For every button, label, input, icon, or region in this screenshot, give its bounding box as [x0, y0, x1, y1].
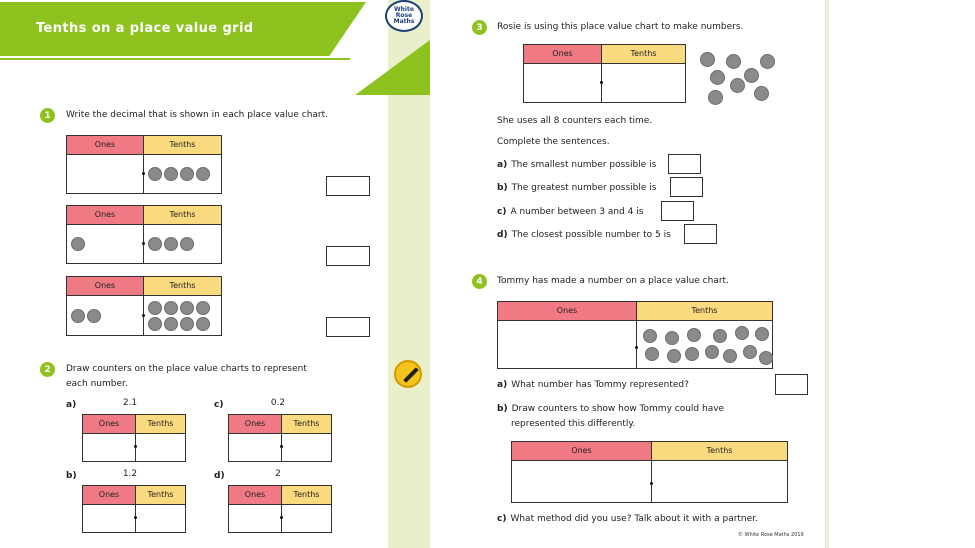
decimal-point — [142, 172, 145, 175]
q4c-text: What method did you use? Talk about it with a partner. — [510, 514, 758, 524]
counter — [755, 327, 769, 341]
tenths-header: Tenths — [652, 442, 787, 461]
ones-header: Ones — [524, 45, 601, 64]
q2a-chart[interactable] — [82, 414, 186, 462]
ones-cell[interactable] — [229, 434, 281, 461]
decimal-point — [134, 445, 137, 448]
q3-counters — [700, 50, 780, 110]
q3-line2: Complete the sentences. — [497, 137, 610, 147]
q3c-row — [497, 206, 643, 218]
q4b-row — [497, 403, 724, 415]
ones-header: Ones — [67, 136, 143, 155]
q2d-chart[interactable] — [228, 485, 332, 533]
counter — [180, 167, 194, 181]
counter — [87, 309, 101, 323]
q3d-row — [497, 229, 671, 241]
q4-chart — [497, 301, 773, 369]
q3-line1: She uses all 8 counters each time. — [497, 116, 653, 126]
tenths-header: Tenths — [136, 486, 185, 505]
tenths-header: Tenths — [282, 415, 331, 434]
q1-chart-1 — [66, 135, 222, 194]
counter — [196, 167, 210, 181]
counter — [71, 237, 85, 251]
pencil-icon — [394, 360, 422, 388]
decimal-point — [142, 242, 145, 245]
counter — [667, 349, 681, 363]
white-rose-logo — [385, 0, 423, 32]
q2c-letter: c) — [214, 400, 224, 410]
counter — [196, 317, 210, 331]
q2d-letter: d) — [214, 471, 225, 481]
tenths-header: Tenths — [602, 45, 685, 64]
counter — [148, 301, 162, 315]
ones-cell[interactable] — [83, 434, 135, 461]
counter — [71, 309, 85, 323]
q3d-answer[interactable] — [684, 224, 717, 244]
q3-chart — [523, 44, 686, 103]
q1-answer-2[interactable] — [326, 246, 370, 266]
q4b-letter: b) — [497, 404, 508, 414]
q4c-row — [497, 513, 758, 525]
ones-header: Ones — [83, 486, 135, 505]
counter — [713, 329, 727, 343]
ones-cell — [498, 321, 636, 368]
tenths-cell — [637, 321, 772, 368]
counter — [685, 347, 699, 361]
counter — [705, 345, 719, 359]
counter — [180, 301, 194, 315]
ones-cell[interactable] — [512, 461, 651, 502]
counter — [665, 331, 679, 345]
tenths-cell — [144, 296, 221, 335]
q3a-text: The smallest number possible is — [511, 160, 657, 170]
decimal-point — [280, 445, 283, 448]
tenths-cell — [602, 64, 685, 102]
counter — [164, 237, 178, 251]
tenths-header: Tenths — [136, 415, 185, 434]
tenths-cell — [144, 155, 221, 193]
tenths-cell[interactable] — [282, 505, 331, 532]
logo-line-1: White — [394, 6, 414, 13]
q1-answer-3[interactable] — [326, 317, 370, 337]
tenths-cell[interactable] — [136, 434, 185, 461]
counter — [164, 301, 178, 315]
decimal-point — [280, 516, 283, 519]
q3d-letter: d) — [497, 230, 508, 240]
q3b-text: The greatest number possible is — [511, 183, 657, 193]
counter — [759, 351, 773, 365]
q3c-letter: c) — [497, 207, 507, 217]
counter — [164, 317, 178, 331]
q2-text-line2: each number. — [66, 379, 128, 389]
q1-answer-1[interactable] — [326, 176, 370, 196]
q4a-text: What number has Tommy represented? — [511, 380, 689, 390]
ones-header: Ones — [67, 206, 143, 225]
ones-cell[interactable] — [229, 505, 281, 532]
counter — [687, 328, 701, 342]
decimal-point — [142, 314, 145, 317]
q3c-answer[interactable] — [661, 201, 694, 221]
q2b-value: 1.2 — [122, 469, 138, 479]
tenths-header: Tenths — [144, 206, 221, 225]
ones-header: Ones — [67, 277, 143, 296]
q4b-line2: represented this differently. — [511, 419, 636, 429]
ones-header: Ones — [229, 486, 281, 505]
counter — [148, 237, 162, 251]
q4a-row — [497, 379, 689, 391]
q3b-letter: b) — [497, 183, 508, 193]
q2c-value: 0.2 — [270, 398, 286, 408]
counter — [743, 345, 757, 359]
q3a-row — [497, 159, 656, 171]
ones-header: Ones — [83, 415, 135, 434]
tenths-cell[interactable] — [282, 434, 331, 461]
left-page — [0, 0, 430, 548]
page-title: Tenths on a place value grid — [36, 21, 254, 36]
counter — [726, 54, 741, 69]
q4c-letter: c) — [497, 514, 507, 524]
decimal-point — [635, 346, 638, 349]
counter — [164, 167, 178, 181]
tenths-column — [636, 302, 772, 368]
counter — [645, 347, 659, 361]
q3c-text: A number between 3 and 4 is — [510, 207, 644, 217]
copyright: © White Rose Maths 2019 — [738, 532, 804, 538]
counter — [180, 237, 194, 251]
q4b-chart[interactable] — [511, 441, 788, 503]
tenths-header: Tenths — [282, 486, 331, 505]
q1-chart-2 — [66, 205, 222, 264]
ones-cell — [524, 64, 601, 102]
tenths-header: Tenths — [637, 302, 772, 321]
counter — [730, 78, 745, 93]
q1-chart-3 — [66, 276, 222, 336]
ones-header: Ones — [512, 442, 651, 461]
q1-number: 1 — [40, 108, 55, 123]
ones-header: Ones — [498, 302, 636, 321]
counter — [643, 329, 657, 343]
q3a-letter: a) — [497, 160, 508, 170]
banner-underline — [0, 58, 350, 60]
ones-header: Ones — [229, 415, 281, 434]
ones-cell — [67, 155, 143, 193]
q2-text-line1: Draw counters on the place value charts to represent — [66, 364, 307, 374]
q4b-line1: Draw counters to show how Tommy could have — [511, 404, 725, 414]
logo-line-2: Rose — [395, 12, 413, 19]
counter — [148, 317, 162, 331]
q4-text: Tommy has made a number on a place value chart. — [497, 276, 729, 286]
q3d-text: The closest possible number to 5 is — [511, 230, 671, 240]
q3-text: Rosie is using this place value chart to make numbers. — [497, 22, 744, 32]
counter — [700, 52, 715, 67]
q2b-letter: b) — [66, 471, 77, 481]
ones-cell — [67, 225, 143, 263]
decimal-point — [134, 516, 137, 519]
q4a-answer[interactable] — [775, 374, 808, 395]
q2-number: 2 — [40, 362, 55, 377]
q3a-answer[interactable] — [668, 154, 701, 174]
counter — [754, 86, 769, 101]
tenths-header: Tenths — [144, 136, 221, 155]
counter — [760, 54, 775, 69]
counter — [723, 349, 737, 363]
tenths-cell[interactable] — [652, 461, 787, 502]
q2a-letter: a) — [66, 400, 77, 410]
tenths-cell[interactable] — [136, 505, 185, 532]
ones-cell — [67, 296, 143, 335]
tenths-cell — [144, 225, 221, 263]
counter — [744, 68, 759, 83]
q1-text: Write the decimal that is shown in each place value chart. — [66, 110, 329, 120]
q4-number: 4 — [472, 274, 487, 289]
q2a-value: 2.1 — [122, 398, 138, 408]
q2d-value: 2 — [275, 469, 281, 479]
q3b-row — [497, 182, 656, 194]
right-edge — [826, 0, 829, 548]
ones-cell[interactable] — [83, 505, 135, 532]
tenths-header: Tenths — [144, 277, 221, 296]
counter — [196, 301, 210, 315]
logo-line-3: Maths — [393, 18, 415, 25]
q3-number: 3 — [472, 20, 487, 35]
q3b-answer[interactable] — [670, 177, 703, 197]
q2b-chart[interactable] — [82, 485, 186, 533]
counter — [708, 90, 723, 105]
q4a-letter: a) — [497, 380, 508, 390]
counter — [710, 70, 725, 85]
counter — [148, 167, 162, 181]
counter — [735, 326, 749, 340]
decimal-point — [600, 81, 603, 84]
counter — [180, 317, 194, 331]
q2c-chart[interactable] — [228, 414, 332, 462]
decimal-point — [650, 482, 653, 485]
